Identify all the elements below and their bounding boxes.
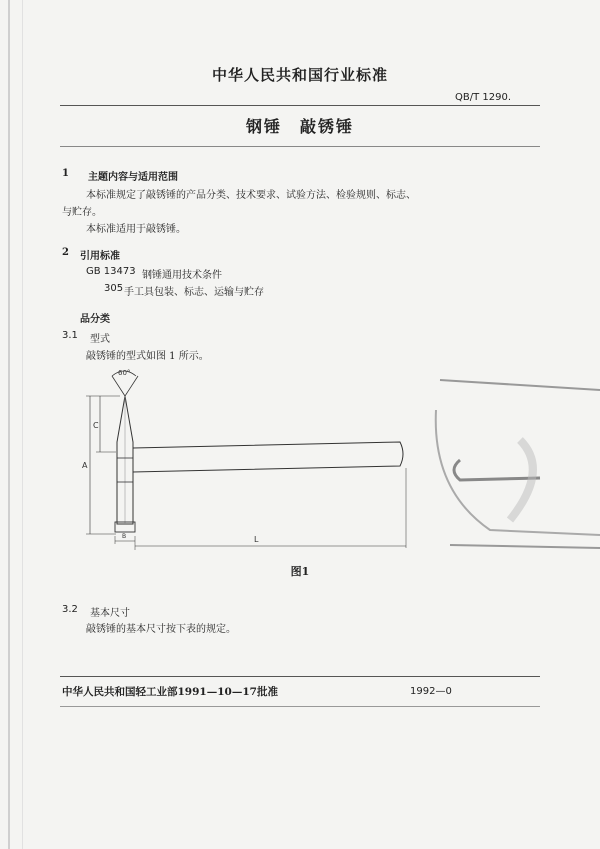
reference-2-code: 305 [104, 283, 124, 294]
section-1-para1: 本标准规定了敲锈锤的产品分类、技术要求、试验方法、检验规则、标志、 [86, 190, 416, 201]
section-1-para1-cont: 与贮存。 [62, 207, 102, 218]
dim-l-label: L [254, 535, 259, 544]
dim-a-label: A [82, 461, 88, 470]
footer-rule-bottom [60, 706, 540, 707]
hammer-handle [133, 442, 403, 472]
section-3-1-heading: 型式 [90, 334, 110, 345]
approval-line: 中华人民共和国轻工业部1991—10—17批准 [62, 686, 278, 698]
standard-number: QB/T 1290. [455, 92, 512, 103]
section-3-2-text: 敲锈锤的基本尺寸按下表的规定。 [86, 624, 236, 635]
section-1-para2: 本标准适用于敲锈锤。 [86, 224, 186, 235]
reference-1-title: 钢锤通用技术条件 [142, 270, 222, 281]
section-3-2-number: 3.2 [62, 604, 78, 615]
document-title: 钢锤 敲锈锤 [245, 117, 354, 136]
section-2-number: 2 [62, 247, 69, 258]
reference-2-title: 手工具包装、标志、运输与贮存 [124, 287, 264, 298]
section-3-2-heading: 基本尺寸 [90, 608, 130, 619]
section-3-1-text: 敲锈锤的型式如图 1 所示。 [86, 351, 209, 362]
dim-b-label: B [122, 533, 127, 540]
scan-artifact [430, 370, 600, 560]
footer-rule [60, 676, 540, 677]
section-2-heading: 引用标准 [80, 251, 120, 262]
angle-label: 60° [118, 369, 131, 377]
reference-1-code: GB 13473 [86, 266, 136, 277]
org-title: 中华人民共和国行业标准 [211, 66, 388, 84]
section-3-1-number: 3.1 [62, 330, 78, 341]
section-1-number: 1 [62, 168, 69, 179]
header-rule [60, 105, 540, 106]
figure-caption: 图1 [290, 565, 310, 578]
implementation-date: 1992—0 [410, 686, 452, 697]
section-3-heading: 品分类 [80, 314, 110, 325]
dim-c-label: C [93, 421, 99, 430]
section-1-heading: 主题内容与适用范围 [88, 172, 178, 183]
title-rule [60, 146, 540, 147]
